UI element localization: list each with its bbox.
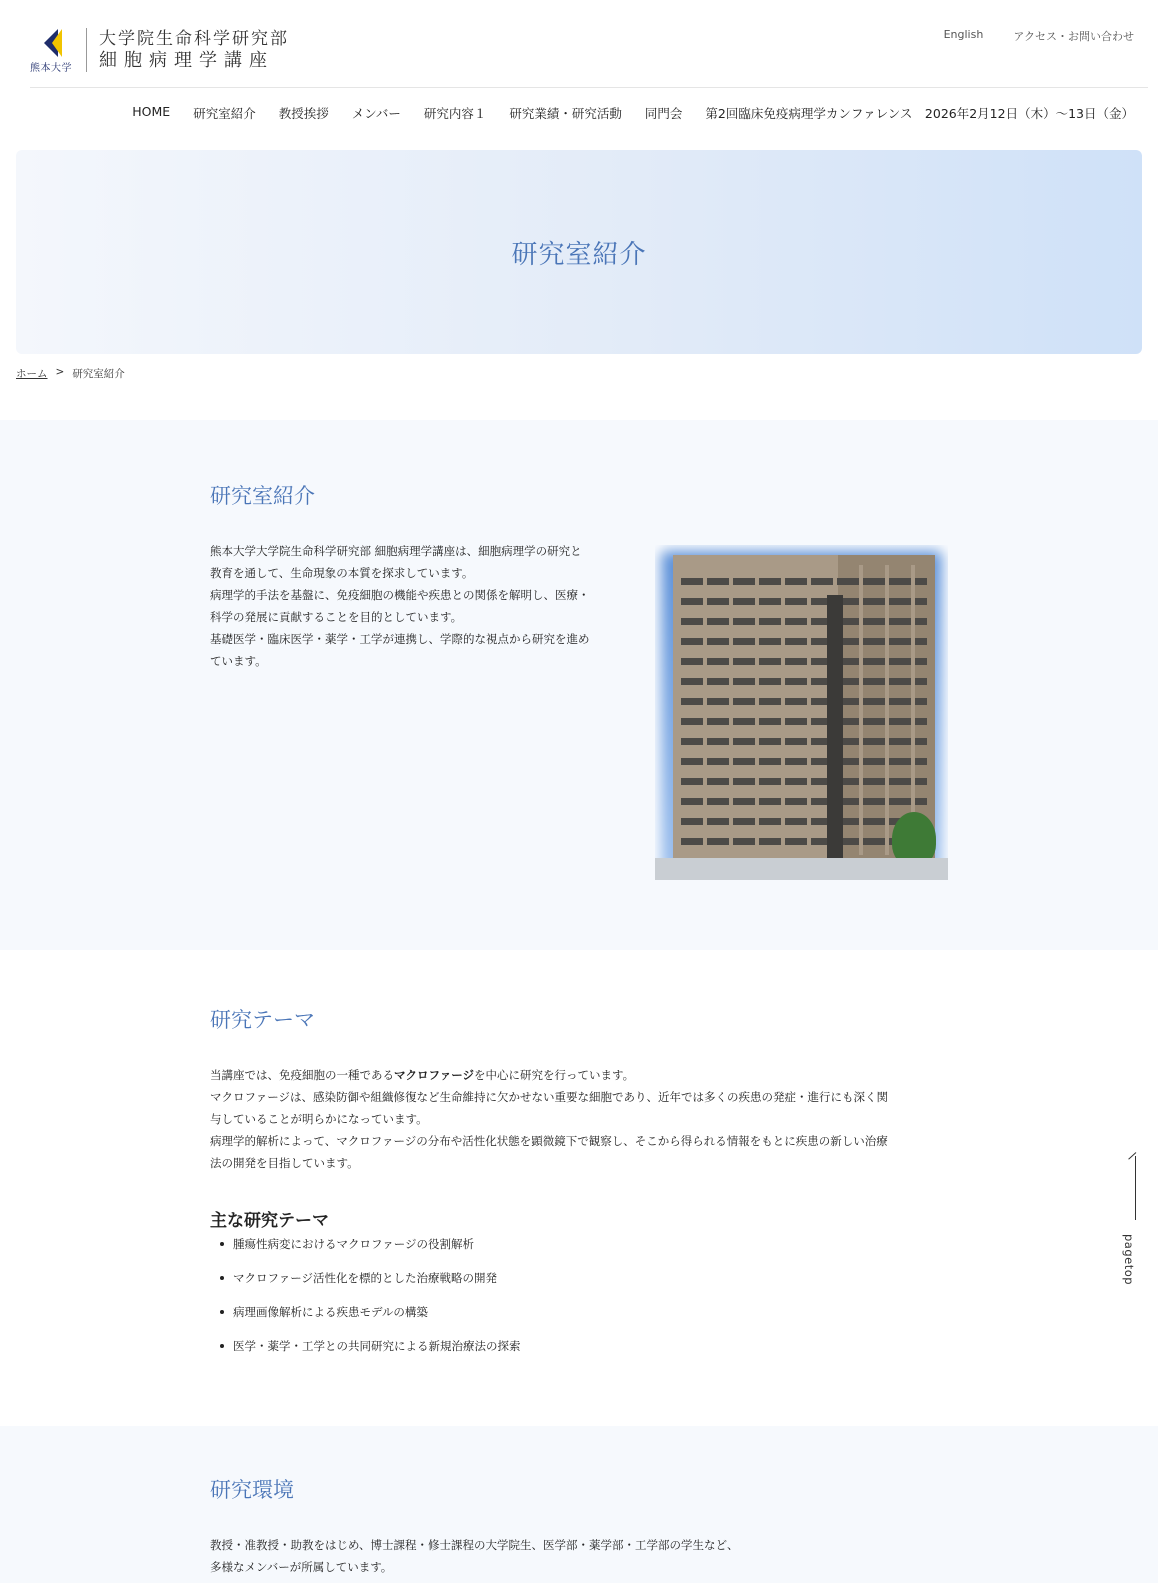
research-env-title: 研究環境: [210, 1478, 294, 1502]
breadcrumb-separator: >: [55, 366, 65, 378]
pagetop-button[interactable]: [1118, 1150, 1148, 1286]
text-segment: 当講座では、免疫細胞の一種である: [210, 1068, 394, 1082]
lab-intro-line: 科学の発展に貢献することを目的としています。: [210, 610, 463, 624]
nav-alumni[interactable]: 同門会: [644, 106, 683, 121]
breadcrumb-home-link[interactable]: ホーム: [16, 368, 48, 380]
english-link[interactable]: English: [943, 28, 984, 41]
research-theme-text: [210, 1064, 955, 1174]
ground-shape: [655, 858, 948, 880]
site-header: [0, 0, 1158, 140]
research-env-line: 多様なメンバーが所属しています。: [210, 1560, 393, 1574]
logo-divider: [86, 28, 87, 72]
university-name: 熊本大学: [30, 63, 72, 74]
research-env-line: 教授・准教授・助教をはじめ、博士課程・修士課程の大学院生、医学部・薬学部・工学部の学生など、: [210, 1538, 739, 1552]
utility-links: [944, 28, 1134, 44]
header-divider: [30, 87, 1148, 88]
research-theme-line: マクロファージは、感染防御や組織修復など生命維持に欠かせない重要な細胞であり、近年では多くの疾患の発症・進行にも深く関: [210, 1090, 889, 1104]
research-theme-line: 法の開発を目指しています。: [210, 1156, 359, 1170]
logo-text: [99, 28, 289, 72]
list-item: 腫瘍性病変におけるマクロファージの役割解析: [220, 1236, 521, 1270]
lab-intro-line: ています。: [210, 654, 267, 668]
nav-research[interactable]: 研究内容１: [423, 106, 487, 121]
research-env-text: [210, 1534, 955, 1578]
breadcrumb: [16, 366, 125, 381]
lab-intro-title: 研究室紹介: [210, 484, 315, 508]
nav-conference[interactable]: 第2回臨床免疫病理学カンファレンス 2026年2月12日（木）〜13日（金）: [705, 106, 1134, 121]
logo-line1: 大学院生命科学研究部: [99, 29, 289, 49]
nav-members[interactable]: メンバー: [351, 106, 401, 121]
main-themes-list: [220, 1236, 521, 1372]
pagetop-label: pagetop: [1122, 1234, 1136, 1286]
research-theme-line: 病理学的解析によって、マクロファージの分布や活性化状態を顕微鏡下で観察し、そこから得られる情報をもとに疾患の新しい治療: [210, 1134, 888, 1148]
building-photo: [655, 545, 948, 880]
logo-line2: 細胞病理学講座: [99, 50, 274, 71]
main-themes-heading: 主な研究テーマ: [210, 1211, 329, 1231]
pagetop-line: [1135, 1156, 1136, 1220]
lab-intro-text: [210, 540, 630, 672]
nav-lab-intro[interactable]: 研究室紹介: [193, 106, 256, 121]
list-item: 病理画像解析による疾患モデルの構築: [220, 1304, 521, 1338]
page-hero: [16, 150, 1142, 354]
research-theme-section: [0, 950, 1158, 1426]
list-item: マクロファージ活性化を標的とした治療戦略の開発: [220, 1270, 521, 1304]
list-item: 医学・薬学・工学との共同研究による新規治療法の探索: [220, 1338, 521, 1372]
page-title: 研究室紹介: [511, 239, 647, 270]
text-segment: を中心に研究を行っています。: [474, 1068, 635, 1082]
research-theme-line: 与していることが明らかになっています。: [210, 1112, 428, 1126]
lab-intro-section: [0, 420, 1158, 950]
nav-achievements[interactable]: 研究業績・研究活動: [509, 106, 622, 121]
lab-intro-line: 基礎医学・臨床医学・薬学・工学が連携し、学際的な視点から研究を進め: [210, 632, 590, 646]
university-emblem-icon: [30, 27, 78, 73]
lab-intro-line: 熊本大学大学院生命科学研究部 細胞病理学講座は、細胞病理学の研究と: [210, 544, 582, 558]
site-logo[interactable]: [30, 26, 289, 74]
nav-home[interactable]: HOME: [132, 104, 171, 119]
research-theme-line: [210, 1064, 955, 1086]
macrophage-emphasis: マクロファージ: [394, 1068, 475, 1082]
access-contact-link[interactable]: アクセス・お問い合わせ: [1013, 30, 1134, 43]
nav-greeting[interactable]: 教授挨拶: [278, 106, 329, 121]
research-theme-title: 研究テーマ: [210, 1008, 315, 1032]
breadcrumb-current: 研究室紹介: [72, 368, 125, 380]
lab-intro-line: 病理学的手法を基盤に、免疫細胞の機能や疾患との関係を解明し、医療・: [210, 588, 590, 602]
lab-intro-line: 教育を通して、生命現象の本質を探求しています。: [210, 566, 474, 580]
global-nav: [132, 104, 1134, 122]
research-env-section: [0, 1426, 1158, 1583]
